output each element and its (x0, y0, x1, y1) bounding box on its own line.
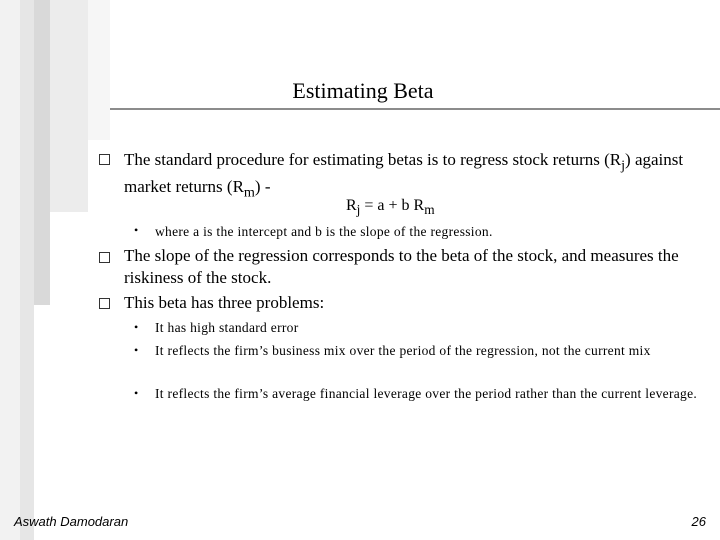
bullet-text-2: The slope of the regression corresponds to the beta of the stock, and measures the riskiness of the stock. (124, 246, 679, 287)
bullet-text-3: This beta has three problems: (124, 293, 325, 312)
decor-bar (50, 0, 88, 212)
bullet-1-part-a: The standard procedure for estimating betas is to regress stock returns (R (124, 150, 622, 169)
sub-bullet-problem-1: It has high standard error (155, 320, 299, 335)
dot-bullet-icon: • (134, 343, 139, 357)
decor-bar (0, 0, 20, 540)
decor-bar (34, 0, 50, 305)
decor-bar (20, 0, 34, 540)
dot-bullet-icon: • (134, 320, 139, 334)
title-divider (110, 108, 720, 110)
formula-rhs: = a + b R (360, 197, 425, 214)
slide-title: Estimating Beta (292, 78, 434, 103)
bullet-1-sub-j: j (621, 157, 626, 174)
page-number: 26 (691, 514, 706, 529)
dot-bullet-icon: • (134, 223, 139, 237)
bullet-1-part-c: ) - (254, 177, 271, 197)
sub-bullet-problem-2: It reflects the firm’s business mix over the period of the regression, not the current mix (155, 343, 651, 358)
decor-bar (88, 0, 110, 140)
bullet-1-sub-m: m (243, 184, 255, 201)
dot-bullet-icon: • (134, 386, 139, 400)
bullet-1-part-b: ) against market returns (R (124, 150, 684, 197)
square-bullet-icon (99, 298, 110, 309)
formula-rhs-sub: m (424, 202, 435, 218)
formula-lhs: R (346, 197, 357, 214)
footer-author: Aswath Damodaran (14, 514, 129, 529)
sub-bullet-problem-3: It reflects the firm’s average financial leverage over the period rather than the current leverage. (155, 386, 698, 401)
square-bullet-icon (99, 252, 110, 263)
sub-bullet-where: where a is the intercept and b is the slope of the regression. (155, 224, 493, 239)
formula-lhs-sub: j (356, 202, 361, 218)
regression-formula (346, 197, 435, 218)
square-bullet-icon (99, 154, 110, 165)
bullet-text-1 (124, 149, 694, 204)
